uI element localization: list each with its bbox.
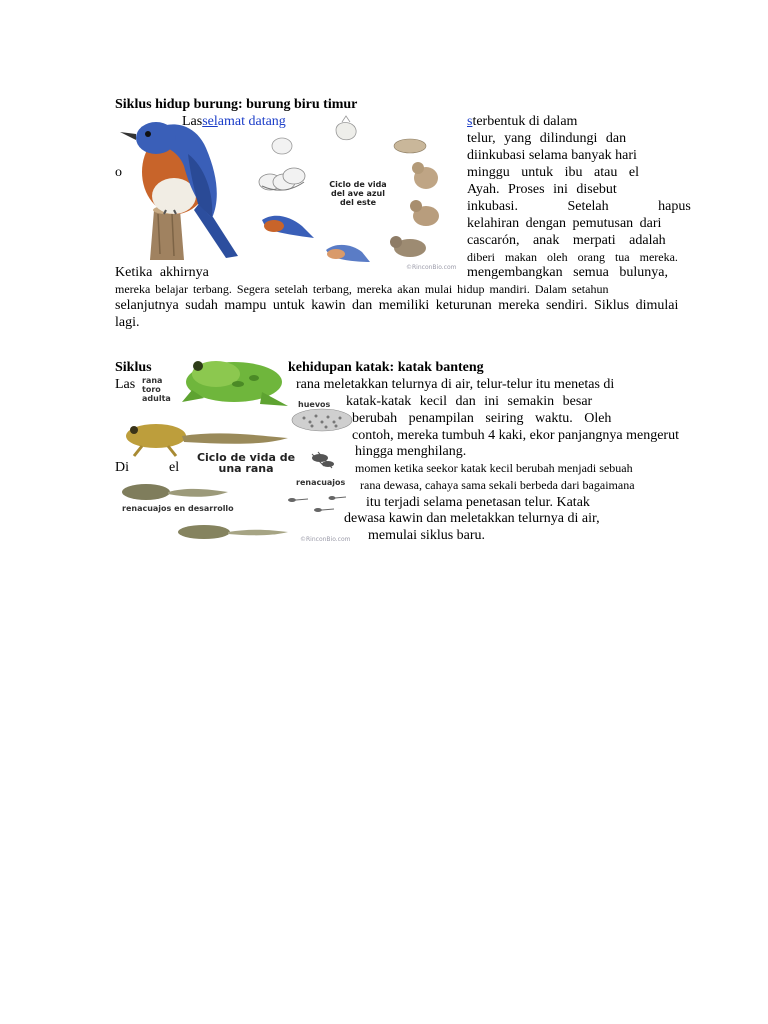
bird-line-7: kelahiran dengan pemutusan dari bbox=[467, 216, 662, 231]
frog-figure-watermark: ©RinconBio.com bbox=[300, 536, 351, 543]
bird-line-8: cascarón, anak merpati adalah bbox=[467, 233, 666, 248]
bird-line-2: telur, yang dilindungi dan bbox=[467, 131, 627, 146]
frog-line-2: katak-katak kecil dan ini semakin besar bbox=[346, 394, 593, 409]
frog-line-1: rana meletakkan telurnya di air, telur-telur itu menetas di bbox=[296, 377, 615, 392]
frog-label-adult: rana toro adulta bbox=[142, 376, 171, 403]
frog-title-left: Siklus bbox=[115, 360, 152, 375]
frog-line-10: memulai siklus baru. bbox=[368, 528, 486, 543]
frog-line-7: rana dewasa, cahaya sama sekali berbeda dari bagaimana bbox=[360, 478, 635, 492]
frog-figure-caption: Ciclo de vida de una rana bbox=[196, 451, 296, 475]
frog-line-8: itu terjadi selama penetasan telur. Katak bbox=[366, 495, 590, 510]
bird-line-9: diberi makan oleh orang tua mereka. bbox=[467, 250, 678, 264]
frog-line-1-left: Las bbox=[115, 377, 136, 392]
bird-line-10-left: Ketika akhirnya bbox=[115, 265, 209, 280]
frog-line-6-left-b: el bbox=[169, 460, 180, 475]
frog-label-developing: renacuajos en desarrollo bbox=[122, 504, 234, 513]
frog-label-eggs: huevos bbox=[298, 400, 331, 409]
frog-line-6-left-a: Di bbox=[115, 460, 129, 475]
bird-figure-watermark: ©RinconBio.com bbox=[406, 264, 457, 271]
bird-line-5: Ayah. Proses ini disebut bbox=[467, 182, 617, 197]
bird-line-13: lagi. bbox=[115, 315, 140, 330]
bird-line-6: inkubasi. Setelah hapus bbox=[467, 199, 691, 214]
frog-title-right: kehidupan katak: katak banteng bbox=[288, 360, 484, 375]
bird-figure-caption: Ciclo de vida del ave azul del este bbox=[329, 180, 387, 207]
bird-line-3: diinkubasi selama banyak hari bbox=[467, 148, 637, 163]
bird-life-cycle-figure bbox=[244, 114, 464, 274]
bird-section-title: Siklus hidup burung: burung biru timur bbox=[115, 97, 358, 112]
frog-line-4: contoh, mereka tumbuh 4 kaki, ekor panjangnya mengerut bbox=[352, 428, 679, 443]
frog-line-5: hingga menghilang. bbox=[355, 444, 467, 459]
bird-line-4: minggu untuk ibu atau el bbox=[467, 165, 639, 180]
bird-line-11: mereka belajar terbang. Segera setelah terbang, mereka akan mulai hidup mandiri. Dalam setahun bbox=[115, 282, 609, 296]
bird-line-1-right: sterbentuk di dalam bbox=[467, 114, 578, 129]
bird-line-10-right: mengembangkan semua bulunya, bbox=[467, 265, 669, 280]
bird-line-12: selanjutnya sudah mampu untuk kawin dan memiliki keturunan mereka sendiri. Siklus dimulai bbox=[115, 298, 679, 313]
frog-line-6: momen ketika seekor katak kecil berubah menjadi sebuah bbox=[355, 461, 633, 475]
bird-line-4-left: o bbox=[115, 165, 122, 180]
bluebird-illustration bbox=[114, 114, 242, 262]
frog-label-tadpoles: renacuajos bbox=[296, 478, 346, 487]
frog-line-3: berubah penampilan seiring waktu. Oleh bbox=[352, 411, 612, 426]
frog-line-9: dewasa kawin dan meletakkan telurnya di air, bbox=[344, 511, 600, 526]
bird-line-1-left: Lasselamat datang bbox=[182, 114, 286, 129]
